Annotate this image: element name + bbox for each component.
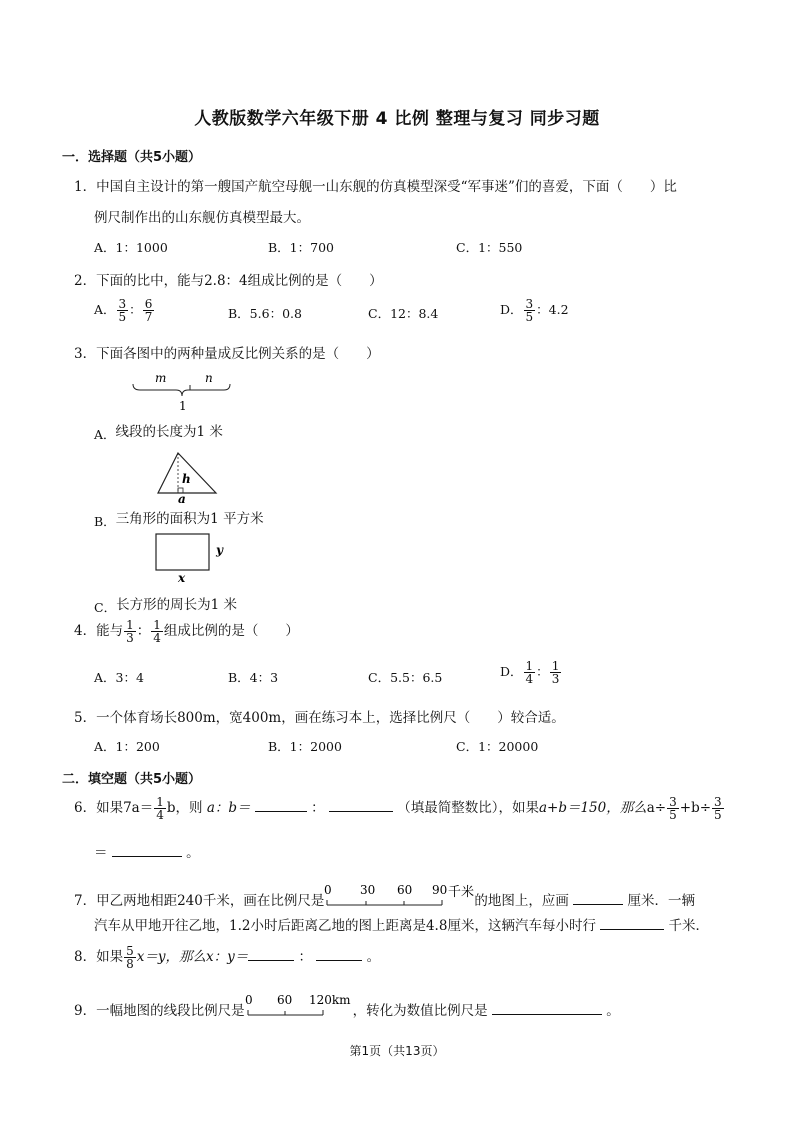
q8-pre: 8．如果 [74,949,124,965]
section-fill-heading: 二．填空题（共5小题） [62,772,202,787]
q8-colon: ： [298,949,313,965]
q6-blank-2[interactable] [329,797,393,812]
q2-option-c[interactable]: C．12：8.4 [368,306,439,321]
q7-line2 [94,914,709,934]
q8-ratio: x：y＝ [205,949,249,965]
q3-c-text: 长方形的周长为1 米 [116,597,237,613]
q9-end: 。 [606,1003,620,1019]
q8-text [74,945,380,970]
q4-sep: ： [136,623,151,639]
q9-scale-0: 0 [244,993,253,1007]
q7-scale-90: 90 [432,883,448,897]
q4-option-a[interactable]: A．3：4 [94,670,144,685]
q2-a-sep: ： [129,302,142,317]
q9-blank[interactable] [492,1000,602,1015]
q8-blank-2[interactable] [316,946,362,961]
q7-line2-text: 汽车从甲地开往乙地，1.2小时后距离乙地的图上距离是4.8厘米，这辆汽车每小时行 [94,918,596,934]
page-footer: 第1页（共13页） [349,1044,445,1058]
q3-option-c[interactable] [94,593,237,616]
q7-line1 [74,883,695,911]
rectangle-shape [156,534,209,570]
q3-a-label: A． [94,427,116,442]
segment-figure [128,366,238,416]
q1-line1: 1．中国自主设计的第一艘国产航空母舰一山东舰的仿真模型深受“军事迷”们的喜爱，下面（ ）比 [74,179,677,195]
q6-eq-right: b，则 [166,800,203,816]
q2-d-frac: $\frac{3}{5}$ [525,297,534,324]
q9-text [74,993,620,1021]
q2-a-frac1: $\frac{3}{5}$ [118,297,127,324]
q5-text: 5．一个体育场长800m，宽400m，画在练习本上，选择比例尺（ ）较合适。 [74,710,565,726]
q2-d-rest: ：4.2 [536,302,569,317]
q9-scale-bar [245,993,353,1021]
q6-line2: ＝ 。 [94,841,200,861]
q3-c-label: C． [94,600,117,615]
q6-expr2: +b÷ [679,800,712,816]
q6-blank-1[interactable] [255,797,307,812]
q8-end: 。 [366,949,381,965]
q2-a-label: A． [94,302,116,317]
q3-a-text: 线段的长度为1 米 [115,424,223,440]
q2-option-d[interactable] [500,298,569,323]
q5-option-c[interactable]: C．1：20000 [456,739,539,754]
q8-blank-1[interactable] [248,946,294,961]
q2-option-b[interactable]: B．5.6：0.8 [228,306,302,321]
q2-d-label: D． [500,302,523,317]
q6-pre: 6．如果 [74,800,124,816]
triangle-label-a: a [178,492,186,505]
q7-post2: 厘米．一辆 [627,893,695,909]
q4-frac2: $\frac{1}{4}$ [153,618,161,645]
q2-text: 2．下面的比中，能与2.8：4组成比例的是（ ） [74,273,383,289]
q6-line1 [74,796,725,821]
q7-blank-2[interactable] [600,915,664,930]
segment-label-1: 1 [179,399,187,413]
q9-pre: 9．一幅地图的线段比例尺是 [74,1003,245,1019]
q7-scale-bar [324,883,474,911]
q8-frac: $\frac{5}{8}$ [126,944,134,971]
q7-scale-60: 60 [397,883,413,897]
q6-mid: （填最简整数比），如果 [397,800,539,816]
q7-post: 的地图上，应画 [474,893,569,909]
q4-frac1: $\frac{1}{3}$ [126,618,134,645]
q4-post: 组成比例的是（ ） [163,623,299,639]
rectangle-label-y: y [216,543,223,557]
q1-option-c[interactable]: C．1：550 [456,240,523,255]
q7-scale-0: 0 [324,883,332,897]
q6-sum: a+b＝150，那么 [538,800,647,816]
q4-d-frac2: $\frac{1}{3}$ [551,659,560,686]
q6-expr1: a÷ [646,800,667,816]
q2-option-a[interactable] [94,298,155,323]
q4-d-label: D． [500,664,523,679]
q1-option-b[interactable]: B．1：700 [268,240,334,255]
q6-frac: $\frac{1}{4}$ [156,795,164,822]
q4-option-c[interactable]: C．5.5：6.5 [368,670,443,685]
page-title: 人教版数学六年级下册 4 比例 整理与复习 同步习题 [194,109,600,129]
segment-label-n: n [205,371,213,385]
triangle-label-h: h [182,472,191,486]
q7-scale-30: 30 [360,883,376,897]
q6-frac3: $\frac{3}{5}$ [714,795,722,822]
q3-b-text: 三角形的面积为1 平方米 [115,511,264,527]
q9-scale-60: 60 [276,993,292,1007]
q9-scale-120km: 120km [308,993,351,1007]
q3-b-label: B． [94,514,116,529]
q9-post: ，转化为数值比例尺是 [352,1003,488,1019]
q4-text [74,619,299,644]
q6-blank-3[interactable] [112,842,182,857]
q4-option-d[interactable] [500,660,562,685]
q3-option-a[interactable] [94,420,223,443]
q4-option-b[interactable]: B．4：3 [228,670,279,685]
q1-option-a[interactable]: A．1：1000 [94,240,168,255]
q6-frac2: $\frac{3}{5}$ [669,795,677,822]
q2-a-frac2: $\frac{6}{7}$ [144,297,153,324]
triangle-figure [120,445,244,505]
q4-pre: 4．能与 [74,623,124,639]
q6-ratio: a：b＝ [206,800,251,816]
q4-d-frac1: $\frac{1}{4}$ [525,659,534,686]
segment-label-m: m [155,371,167,385]
q7-blank-1[interactable] [573,890,623,905]
q7-pre: 7．甲乙两地相距240千米，画在比例尺是 [74,893,325,909]
q5-option-a[interactable]: A．1：200 [94,739,160,754]
q6-colon: ： [311,800,325,816]
rectangle-figure [150,530,240,586]
q5-option-b[interactable]: B．1：2000 [268,739,342,754]
q3-option-b[interactable] [94,507,264,530]
q8-eq: x＝y，那么 [136,949,206,965]
q6-eq-sign: ＝ [94,845,108,861]
q7-line2-end: 千米． [668,918,710,934]
q1-line2: 例尺制作出的山东舰仿真模型最大。 [94,210,310,226]
q3-text: 3．下面各图中的两种量成反比例关系的是（ ） [74,346,380,362]
rectangle-label-x: x [178,571,186,585]
q4-d-sep: ： [536,664,549,679]
segment-brace [133,384,230,396]
q6-eq-left: 7a＝ [123,800,154,816]
section-choice-heading: 一．选择题（共5小题） [62,150,202,165]
q7-scale-unit: 千米 [448,885,475,900]
